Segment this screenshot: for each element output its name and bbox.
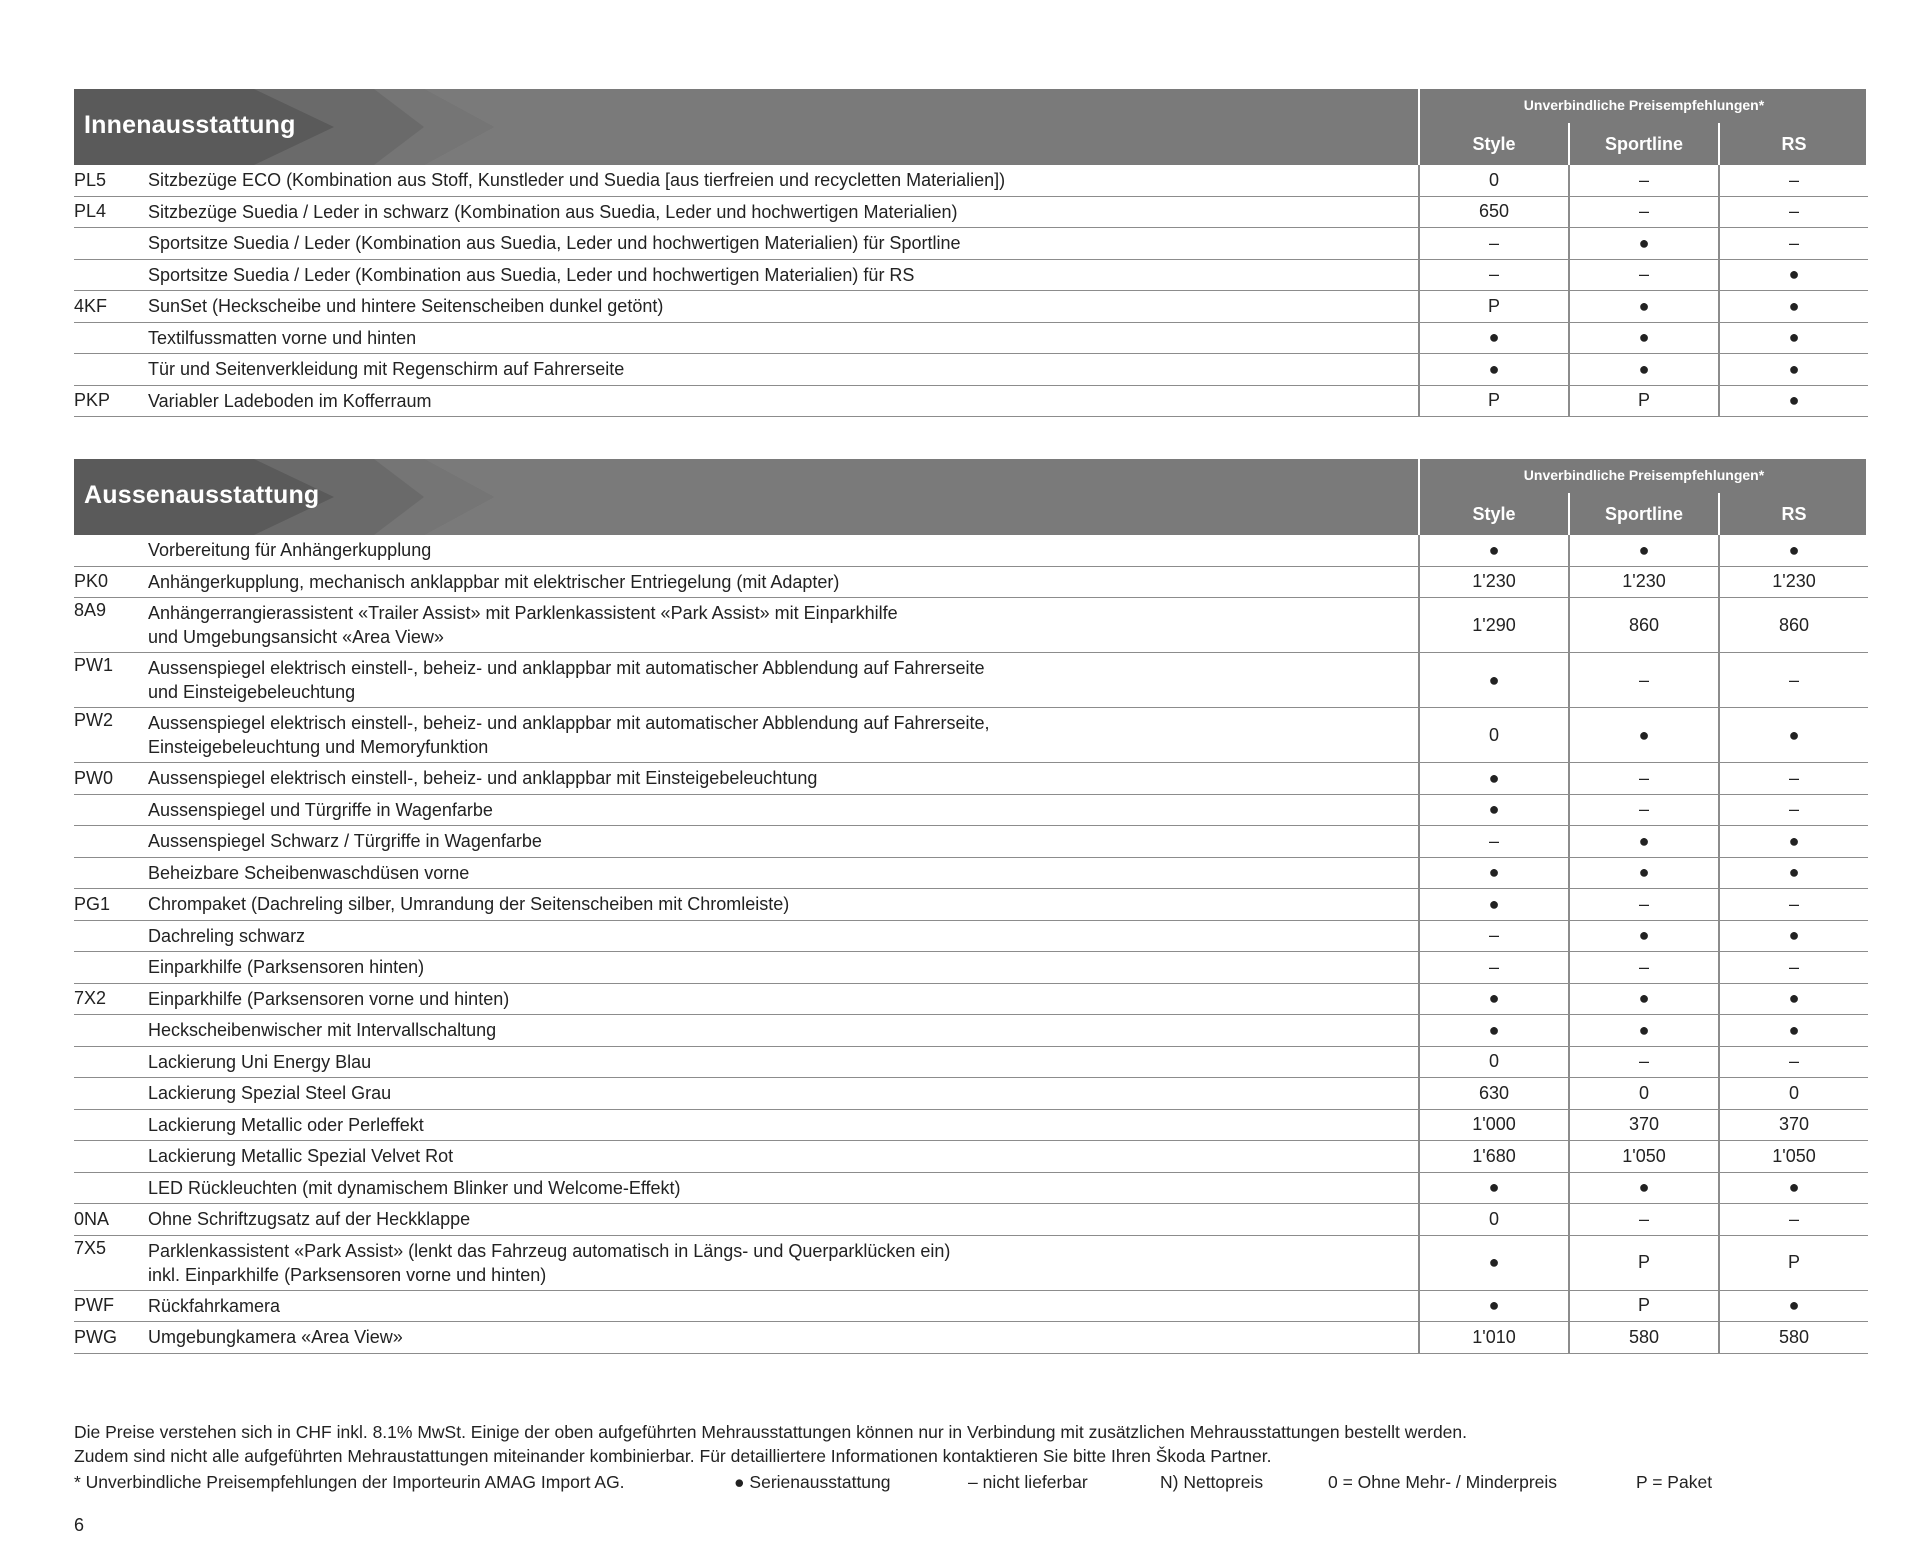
equipment-table [74, 535, 1868, 1354]
option-description [148, 1015, 1419, 1047]
price-rs: – [1719, 1204, 1868, 1236]
description-line: Chrompaket (Dachreling silber, Umrandung der Seitenscheiben mit Chromleiste) [148, 894, 790, 915]
option-description [148, 1172, 1419, 1204]
option-description [148, 708, 1419, 763]
option-description [148, 1235, 1419, 1290]
option-code [74, 1015, 148, 1047]
price-sportline: ● [1569, 857, 1719, 889]
price-sportline: P [1569, 385, 1719, 417]
price-rs: – [1719, 1046, 1868, 1078]
option-code [74, 1141, 148, 1173]
price-sportline: P [1569, 1290, 1719, 1322]
section-innenausstattung [74, 89, 1866, 417]
price-style: ● [1419, 1290, 1569, 1322]
table-row [74, 1078, 1868, 1110]
price-sportline: 580 [1569, 1322, 1719, 1354]
price-header-title: Unverbindliche Preisempfehlungen* [1523, 97, 1765, 113]
section-title: Aussenausstattung [84, 481, 320, 509]
description-line: Anhängerrangierassistent «Trailer Assist» mit Parklenkassistent «Park Assist» mit Einparkhilfe [148, 603, 898, 623]
price-style: 0 [1419, 1204, 1569, 1236]
table-row [74, 196, 1868, 228]
option-code: PWF [74, 1290, 148, 1322]
price-rs: – [1719, 196, 1868, 228]
table-row [74, 708, 1868, 763]
option-description [148, 1078, 1419, 1110]
option-code: 4KF [74, 291, 148, 323]
table-row [74, 165, 1868, 196]
table-row [74, 1204, 1868, 1236]
price-rs: ● [1719, 354, 1868, 386]
price-sportline: ● [1569, 826, 1719, 858]
option-description [148, 1322, 1419, 1354]
price-rs: 1'050 [1719, 1141, 1868, 1173]
option-code [74, 1109, 148, 1141]
price-rs: 860 [1719, 598, 1868, 653]
price-sportline: – [1569, 259, 1719, 291]
price-sportline: – [1569, 794, 1719, 826]
price-style: – [1419, 259, 1569, 291]
price-header [1418, 89, 1866, 165]
description-line: Aussenspiegel elektrisch einstell-, beheiz- und anklappbar mit automatischer Abblendung auf Fahrerseite, [148, 713, 990, 733]
price-sportline: – [1569, 889, 1719, 921]
table-row [74, 598, 1868, 653]
price-sportline: ● [1569, 1172, 1719, 1204]
price-sportline: – [1569, 196, 1719, 228]
description-line: Ohne Schriftzugsatz auf der Heckklappe [148, 1209, 471, 1230]
price-sportline: ● [1569, 291, 1719, 323]
description-line: Dachreling schwarz [148, 925, 306, 946]
table-row [74, 322, 1868, 354]
option-code: 7X5 [74, 1235, 148, 1290]
price-sportline: – [1569, 763, 1719, 795]
option-code: PK0 [74, 566, 148, 598]
description-line: Anhängerkupplung, mechanisch anklappbar mit elektrischer Entriegelung (mit Adapter) [148, 571, 840, 592]
description-line: Variabler Ladeboden im Kofferraum [148, 390, 432, 411]
price-rs: ● [1719, 1172, 1868, 1204]
option-description [148, 1290, 1419, 1322]
section-header [74, 89, 1866, 165]
price-style: ● [1419, 763, 1569, 795]
price-rs: – [1719, 952, 1868, 984]
description-line: Beheizbare Scheibenwaschdüsen vorne [148, 862, 470, 883]
price-rs: P [1719, 1235, 1868, 1290]
table-row [74, 566, 1868, 598]
description-line: inkl. Einparkhilfe (Parksensoren vorne und hinten) [148, 1264, 547, 1285]
option-description [148, 354, 1419, 386]
price-style: 0 [1419, 1046, 1569, 1078]
option-description [148, 952, 1419, 984]
column-rs: RS [1718, 493, 1866, 535]
option-code [74, 920, 148, 952]
price-style: 650 [1419, 196, 1569, 228]
price-style: – [1419, 920, 1569, 952]
table-row [74, 291, 1868, 323]
price-style: ● [1419, 653, 1569, 708]
table-row [74, 857, 1868, 889]
legend-nicht-lieferbar: – nicht lieferbar [968, 1472, 1088, 1492]
option-description [148, 228, 1419, 260]
price-rs: ● [1719, 983, 1868, 1015]
price-sportline: – [1569, 1204, 1719, 1236]
footer-note-line2: Zudem sind nicht alle aufgeführten Mehraustattungen miteinander kombinierbar. Für detailliertere Informationen kontaktieren Sie bitte Ihren Škoda Partner. [74, 1446, 1272, 1466]
column-sportline: Sportline [1568, 123, 1718, 165]
description-line: Aussenspiegel elektrisch einstell-, beheiz- und anklappbar mit Einsteigebeleuchtung [148, 768, 818, 789]
price-sportline: ● [1569, 228, 1719, 260]
option-code [74, 535, 148, 566]
legend-serie: ● Serienausstattung [734, 1472, 891, 1492]
table-row [74, 653, 1868, 708]
price-rs: – [1719, 794, 1868, 826]
option-code: PL5 [74, 165, 148, 196]
price-sportline: ● [1569, 983, 1719, 1015]
option-code: PKP [74, 385, 148, 417]
price-style: – [1419, 228, 1569, 260]
price-rs: ● [1719, 857, 1868, 889]
price-style: – [1419, 826, 1569, 858]
price-style: 630 [1419, 1078, 1569, 1110]
option-description [148, 1141, 1419, 1173]
option-description [148, 1046, 1419, 1078]
table-row [74, 763, 1868, 795]
price-style: 1'290 [1419, 598, 1569, 653]
description-line: Tür und Seitenverkleidung mit Regenschirm auf Fahrerseite [148, 359, 625, 380]
price-style: 0 [1419, 708, 1569, 763]
price-style: 1'010 [1419, 1322, 1569, 1354]
table-row [74, 1109, 1868, 1141]
table-row [74, 952, 1868, 984]
column-style: Style [1472, 504, 1516, 524]
price-header-title: Unverbindliche Preisempfehlungen* [1523, 467, 1765, 483]
price-style: 1'680 [1419, 1141, 1569, 1173]
price-rs: ● [1719, 920, 1868, 952]
description-line: Rückfahrkamera [148, 1295, 281, 1316]
description-line: Einparkhilfe (Parksensoren vorne und hinten) [148, 988, 510, 1009]
option-description [148, 794, 1419, 826]
option-code: 7X2 [74, 983, 148, 1015]
column-sportline: Sportline [1568, 493, 1718, 535]
description-line: Textilfussmatten vorne und hinten [148, 327, 417, 348]
table-row [74, 354, 1868, 386]
footer-note-line1: Die Preise verstehen sich in CHF inkl. 8.1% MwSt. Einige der oben aufgeführten Mehrausstattungen können nur in Verbindung mit zusätzlichen Mehrausstattungen bestellt werden. [74, 1422, 1468, 1442]
description-line: Lackierung Metallic oder Perleffekt [148, 1114, 424, 1135]
table-row [74, 826, 1868, 858]
table-row [74, 1141, 1868, 1173]
description-line: SunSet (Heckscheibe und hintere Seitenscheiben dunkel getönt) [148, 296, 664, 317]
table-row [74, 889, 1868, 921]
table-row [74, 385, 1868, 417]
description-line: Sportsitze Suedia / Leder (Kombination aus Suedia, Leder und hochwertigen Materialien) für Sportline [148, 233, 961, 254]
option-code: 0NA [74, 1204, 148, 1236]
table-row [74, 1235, 1868, 1290]
price-rs: ● [1719, 259, 1868, 291]
price-rs: – [1719, 763, 1868, 795]
price-style: – [1419, 952, 1569, 984]
description-line: Einparkhilfe (Parksensoren hinten) [148, 957, 425, 978]
section-title: Innenausstattung [84, 111, 296, 139]
price-rs: ● [1719, 1015, 1868, 1047]
price-sportline: P [1569, 1235, 1719, 1290]
price-rs: 580 [1719, 1322, 1868, 1354]
price-sportline: – [1569, 952, 1719, 984]
option-code: PWG [74, 1322, 148, 1354]
option-description [148, 165, 1419, 196]
option-description [148, 1109, 1419, 1141]
description-line: Sitzbezüge ECO (Kombination aus Stoff, Kunstleder und Suedia [aus tierfreien und recycletten Materialien]) [148, 170, 1006, 191]
price-rs: 1'230 [1719, 566, 1868, 598]
option-description [148, 291, 1419, 323]
price-sportline: 1'050 [1569, 1141, 1719, 1173]
description-line: Aussenspiegel elektrisch einstell-, beheiz- und anklappbar mit automatischer Abblendung auf Fahrerseite [148, 658, 985, 678]
table-row [74, 1322, 1868, 1354]
option-description [148, 653, 1419, 708]
option-description [148, 535, 1419, 566]
price-rs: ● [1719, 708, 1868, 763]
equipment-table [74, 165, 1868, 417]
price-sportline: ● [1569, 920, 1719, 952]
price-rs: ● [1719, 535, 1868, 566]
description-line: Umgebungkamera «Area View» [148, 1327, 403, 1348]
column-style: Style [1472, 134, 1516, 154]
price-rs: – [1719, 653, 1868, 708]
price-rs: 370 [1719, 1109, 1868, 1141]
price-style: ● [1419, 535, 1569, 566]
price-rs: ● [1719, 1290, 1868, 1322]
description-line: Lackierung Metallic Spezial Velvet Rot [148, 1146, 454, 1167]
table-row [74, 1046, 1868, 1078]
option-description [148, 983, 1419, 1015]
price-rs: ● [1719, 291, 1868, 323]
price-style: ● [1419, 1172, 1569, 1204]
price-style: ● [1419, 1015, 1569, 1047]
option-code [74, 794, 148, 826]
table-row [74, 1015, 1868, 1047]
price-sportline: ● [1569, 535, 1719, 566]
price-sportline: 1'230 [1569, 566, 1719, 598]
price-style: ● [1419, 1235, 1569, 1290]
option-code [74, 228, 148, 260]
price-rs: ● [1719, 826, 1868, 858]
column-rs: RS [1718, 123, 1866, 165]
option-code [74, 826, 148, 858]
option-description [148, 566, 1419, 598]
option-description [148, 826, 1419, 858]
option-description [148, 920, 1419, 952]
description-line: und Einsteigebeleuchtung [148, 682, 356, 702]
price-rs: – [1719, 165, 1868, 196]
description-line: LED Rückleuchten (mit dynamischem Blinker und Welcome-Effekt) [148, 1177, 681, 1198]
option-code [74, 1172, 148, 1204]
option-description [148, 763, 1419, 795]
price-rs: – [1719, 889, 1868, 921]
price-style: 1'230 [1419, 566, 1569, 598]
price-style: P [1419, 385, 1569, 417]
price-rs: 0 [1719, 1078, 1868, 1110]
price-sportline: – [1569, 165, 1719, 196]
option-code: PG1 [74, 889, 148, 921]
price-style: ● [1419, 857, 1569, 889]
option-code [74, 1078, 148, 1110]
option-code: PL4 [74, 196, 148, 228]
option-code [74, 259, 148, 291]
table-row [74, 1290, 1868, 1322]
price-style: 1'000 [1419, 1109, 1569, 1141]
description-line: Vorbereitung für Anhängerkupplung [148, 540, 432, 561]
option-description [148, 196, 1419, 228]
option-description [148, 857, 1419, 889]
option-code [74, 354, 148, 386]
price-header [1418, 459, 1866, 535]
price-sportline: ● [1569, 354, 1719, 386]
option-code [74, 1046, 148, 1078]
table-row [74, 920, 1868, 952]
table-row [74, 1172, 1868, 1204]
description-line: Aussenspiegel Schwarz / Türgriffe in Wagenfarbe [148, 831, 542, 852]
description-line: Sportsitze Suedia / Leder (Kombination aus Suedia, Leder und hochwertigen Materialien) für RS [148, 264, 915, 285]
price-style: ● [1419, 889, 1569, 921]
option-code [74, 952, 148, 984]
description-line: Aussenspiegel und Türgriffe in Wagenfarbe [148, 799, 493, 820]
legend-note: * Unverbindliche Preisempfehlungen der Importeurin AMAG Import AG. [74, 1472, 625, 1492]
price-style: ● [1419, 354, 1569, 386]
table-row [74, 535, 1868, 566]
section-aussenausstattung [74, 459, 1866, 1354]
price-sportline: ● [1569, 708, 1719, 763]
price-sportline: ● [1569, 1015, 1719, 1047]
price-sportline: – [1569, 653, 1719, 708]
description-line: Einsteigebeleuchtung und Memoryfunktion [148, 737, 489, 757]
legend-paket: P = Paket [1636, 1472, 1713, 1492]
option-description [148, 259, 1419, 291]
option-code: PW1 [74, 653, 148, 708]
option-code: PW2 [74, 708, 148, 763]
price-style: ● [1419, 322, 1569, 354]
description-line: Sitzbezüge Suedia / Leder in schwarz (Kombination aus Suedia, Leder und hochwertigen Materialien) [148, 201, 958, 222]
price-sportline: – [1569, 1046, 1719, 1078]
option-code: PW0 [74, 763, 148, 795]
legend-nettopreis: N) Nettopreis [1160, 1472, 1264, 1492]
page-number: 6 [74, 1515, 85, 1535]
table-row [74, 228, 1868, 260]
description-line: Parklenkassistent «Park Assist» (lenkt das Fahrzeug automatisch in Längs- und Querparklücken ein) [148, 1240, 951, 1261]
option-code [74, 857, 148, 889]
description-line: Lackierung Uni Energy Blau [148, 1051, 372, 1072]
option-description [148, 889, 1419, 921]
price-sportline: ● [1569, 322, 1719, 354]
price-rs: – [1719, 228, 1868, 260]
option-code: 8A9 [74, 598, 148, 653]
description-line: Lackierung Spezial Steel Grau [148, 1083, 392, 1104]
description-line: Heckscheibenwischer mit Intervallschaltung [148, 1020, 497, 1041]
price-style: P [1419, 291, 1569, 323]
option-description [148, 385, 1419, 417]
table-row [74, 983, 1868, 1015]
price-rs: ● [1719, 385, 1868, 417]
option-description [148, 1204, 1419, 1236]
table-row [74, 259, 1868, 291]
section-header [74, 459, 1866, 535]
table-row [74, 794, 1868, 826]
description-line: und Umgebungsansicht «Area View» [148, 627, 444, 647]
price-sportline: 860 [1569, 598, 1719, 653]
price-sportline: 0 [1569, 1078, 1719, 1110]
price-rs: ● [1719, 322, 1868, 354]
legend-ohne-mehrpreis: 0 = Ohne Mehr- / Minderpreis [1328, 1472, 1558, 1492]
price-sportline: 370 [1569, 1109, 1719, 1141]
option-description [148, 598, 1419, 653]
option-code [74, 322, 148, 354]
price-style: 0 [1419, 165, 1569, 196]
option-description [148, 322, 1419, 354]
price-style: ● [1419, 794, 1569, 826]
price-style: ● [1419, 983, 1569, 1015]
